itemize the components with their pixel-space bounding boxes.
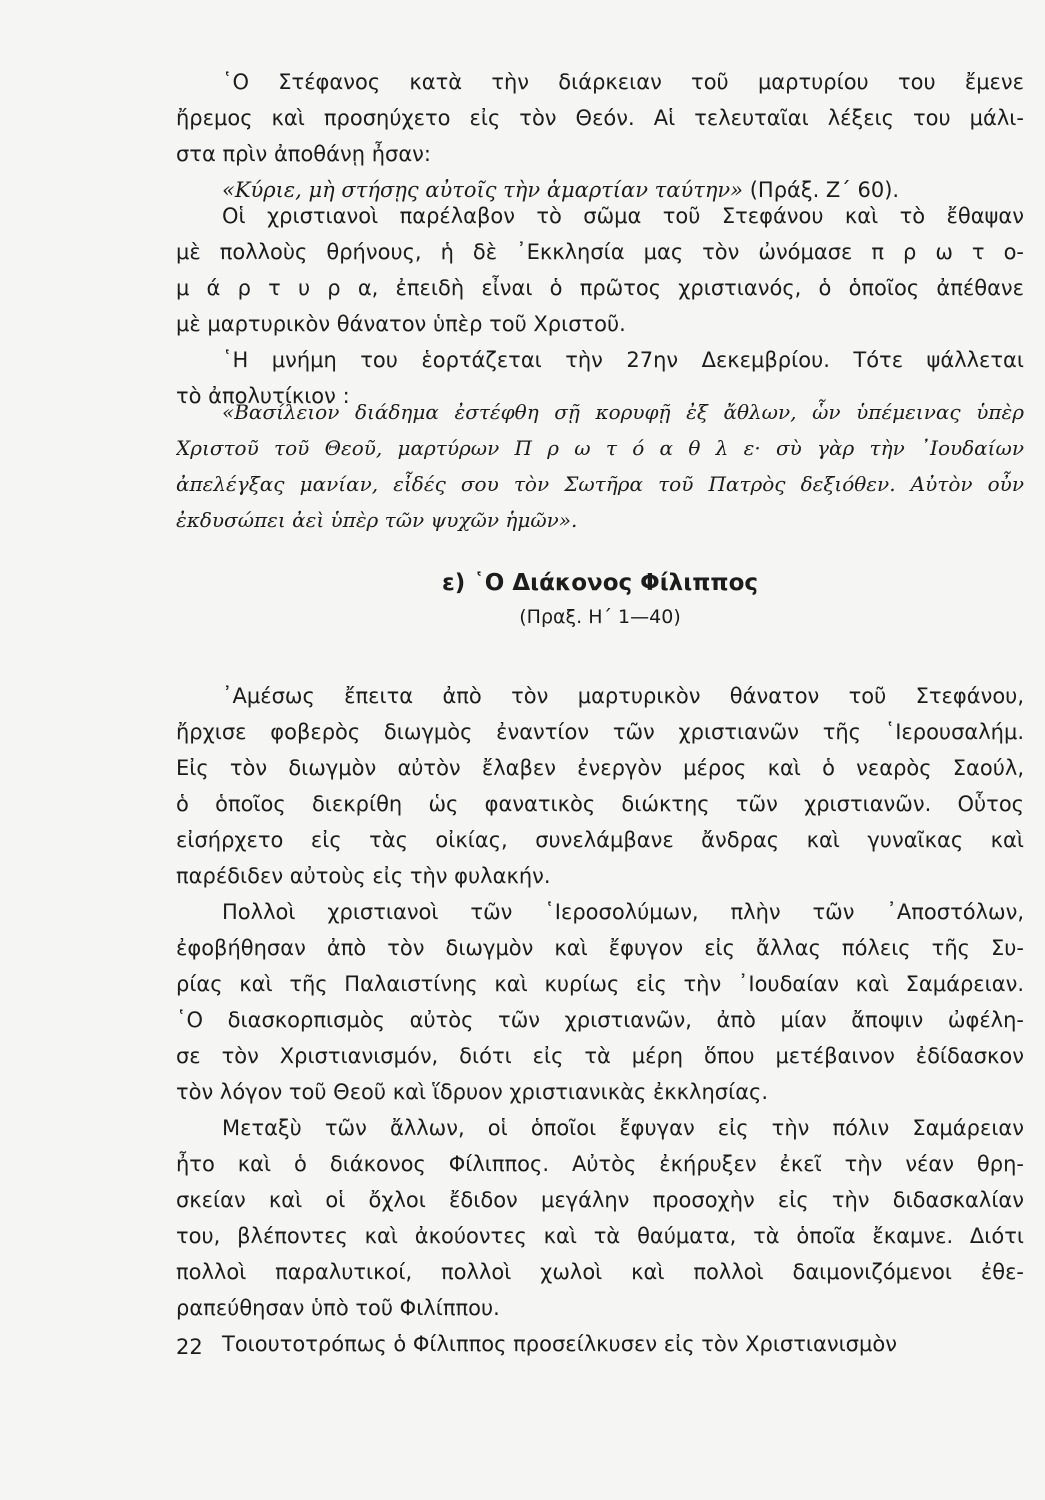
text-line: μ ά ρ τ υ ρ α, ἐπειδὴ εἶναι ὁ πρῶτος χριστιανός, ὁ ὁποῖος ἀπέθανε bbox=[176, 276, 1024, 300]
text-line: ᾿Αμέσως ἔπειτα ἀπὸ τὸν μαρτυρικὸν θάνατον τοῦ Στεφάνου, bbox=[222, 684, 1024, 708]
text-line: ῾Ο Στέφανος κατὰ τὴν διάρκειαν τοῦ μαρτυρίου του ἔμενε bbox=[222, 70, 1024, 94]
page-number: 22 bbox=[176, 1335, 203, 1359]
text-line: τὸ ἀπολυτίκιον : bbox=[176, 384, 350, 408]
hymn-line: ἀπελέγξας μανίαν, εἶδές σου τὸν Σωτῆρα τοῦ Πατρὸς δεξιόθεν. Αὐτὸν οὖν bbox=[176, 472, 1024, 496]
text-line: τὸν λόγον τοῦ Θεοῦ καὶ ἵδρυον χριστιανικὰς ἐκκλησίας. bbox=[176, 1080, 769, 1104]
text-line: ῾Η μνήμη του ἑορτάζεται τὴν 27ην Δεκεμβρίου. Τότε ψάλλεται bbox=[222, 348, 1024, 372]
text-line: ἦτο καὶ ὁ διάκονος Φίλιππος. Αὐτὸς ἐκήρυξεν ἐκεῖ τὴν νέαν θρη- bbox=[176, 1152, 1024, 1176]
hymn-line: ἐκδυσώπει ἀεὶ ὑπὲρ τῶν ψυχῶν ἡμῶν». bbox=[176, 508, 578, 532]
text-line: ὁ ὁποῖος διεκρίθη ὡς φανατικὸς διώκτης τῶν χριστιανῶν. Οὗτος bbox=[176, 792, 1024, 816]
text-line: Οἱ χριστιανοὶ παρέλαβον τὸ σῶμα τοῦ Στεφάνου καὶ τὸ ἔθαψαν bbox=[222, 204, 1024, 228]
section-subheading: (Πραξ. Η΄ 1—40) bbox=[519, 606, 681, 628]
hymn-line: Χριστοῦ τοῦ Θεοῦ, μαρτύρων Π ρ ω τ ό α θ λ ε· σὺ γὰρ τὴν ᾿Ιουδαίων bbox=[176, 436, 1024, 460]
text-line: στα πρὶν ἀποθάνῃ ἦσαν: bbox=[176, 142, 431, 166]
apolytikion-hymn bbox=[176, 394, 1024, 538]
text-line: παρέδιδεν αὐτοὺς εἰς τὴν φυλακήν. bbox=[176, 864, 551, 888]
quote-reference: (Πράξ. Ζ΄ 60). bbox=[743, 178, 900, 202]
text-line: ἤρχισε φοβερὸς διωγμὸς ἐναντίον τῶν χριστιανῶν τῆς ῾Ιερουσαλήμ. bbox=[176, 720, 1024, 744]
text-line: του, βλέποντες καὶ ἀκούοντες καὶ τὰ θαύματα, τὰ ὁποῖα ἔκαμνε. Διότι bbox=[176, 1224, 1024, 1248]
text-line: σε τὸν Χριστιανισμόν, διότι εἰς τὰ μέρη ὅπου μετέβαινον ἐδίδασκον bbox=[176, 1044, 1024, 1068]
text-line: ἤρεμος καὶ προσηύχετο εἰς τὸν Θεόν. Αἱ τελευταῖαι λέξεις του μάλι- bbox=[176, 106, 1024, 130]
text-line: εἰσήρχετο εἰς τὰς οἰκίας, συνελάμβανε ἄνδρας καὶ γυναῖκας καὶ bbox=[176, 828, 1024, 852]
text-line: Πολλοὶ χριστιανοὶ τῶν ῾Ιεροσολύμων, πλὴν τῶν ᾿Αποστόλων, bbox=[222, 900, 1024, 924]
text-line: σκείαν καὶ οἱ ὄχλοι ἔδιδον μεγάλην προσοχὴν εἰς τὴν διδασκαλίαν bbox=[176, 1188, 1024, 1212]
text-line: πολλοὶ παραλυτικοί, πολλοὶ χωλοὶ καὶ πολλοὶ δαιμονιζόμενοι ἐθε- bbox=[176, 1260, 1024, 1284]
text-line: Μεταξὺ τῶν ἄλλων, οἱ ὁποῖοι ἔφυγαν εἰς τὴν πόλιν Σαμάρειαν bbox=[222, 1116, 1024, 1140]
section-heading: ε) ῾Ο Διάκονος Φίλιππος bbox=[441, 570, 759, 596]
hymn-line: «Βασίλειον διάδημα ἐστέφθη σῇ κορυφῇ ἐξ ἄθλων, ὧν ὑπέμεινας ὑπὲρ bbox=[222, 400, 1024, 424]
text-line: ῾Ο διασκορπισμὸς αὐτὸς τῶν χριστιανῶν, ἀπὸ μίαν ἄποψιν ὠφέλη- bbox=[176, 1008, 1024, 1032]
paragraph-burial bbox=[176, 198, 1024, 414]
text-line: μὲ μαρτυρικὸν θάνατον ὑπὲρ τοῦ Χριστοῦ. bbox=[176, 312, 626, 336]
text-line: μὲ πολλοὺς θρήνους, ἡ δὲ ᾿Εκκλησία μας τὸν ὠνόμασε π ρ ω τ ο- bbox=[176, 240, 1024, 264]
text-line: Τοιουτοτρόπως ὁ Φίλιππος προσείλκυσεν εἰς τὸν Χριστιανισμὸν bbox=[222, 1332, 897, 1356]
quote-italic: «Κύριε, μὴ στήσῃς αὐτοῖς τὴν ἁμαρτίαν ταύτην» bbox=[222, 178, 744, 202]
paragraph-persecution bbox=[176, 678, 1024, 1362]
text-line: ρίας καὶ τῆς Παλαιστίνης καὶ κυρίως εἰς τὴν ᾿Ιουδαίαν καὶ Σαμάρειαν. bbox=[176, 972, 1024, 996]
text-line: Εἰς τὸν διωγμὸν αὐτὸν ἔλαβεν ἐνεργὸν μέρος καὶ ὁ νεαρὸς Σαούλ, bbox=[176, 756, 1024, 780]
text-line: ἐφοβήθησαν ἀπὸ τὸν διωγμὸν καὶ ἔφυγον εἰς ἄλλας πόλεις τῆς Συ- bbox=[176, 936, 1024, 960]
paragraph-stephen-prayer bbox=[176, 64, 1024, 208]
text-line: ραπεύθησαν ὑπὸ τοῦ Φιλίππου. bbox=[176, 1296, 500, 1320]
